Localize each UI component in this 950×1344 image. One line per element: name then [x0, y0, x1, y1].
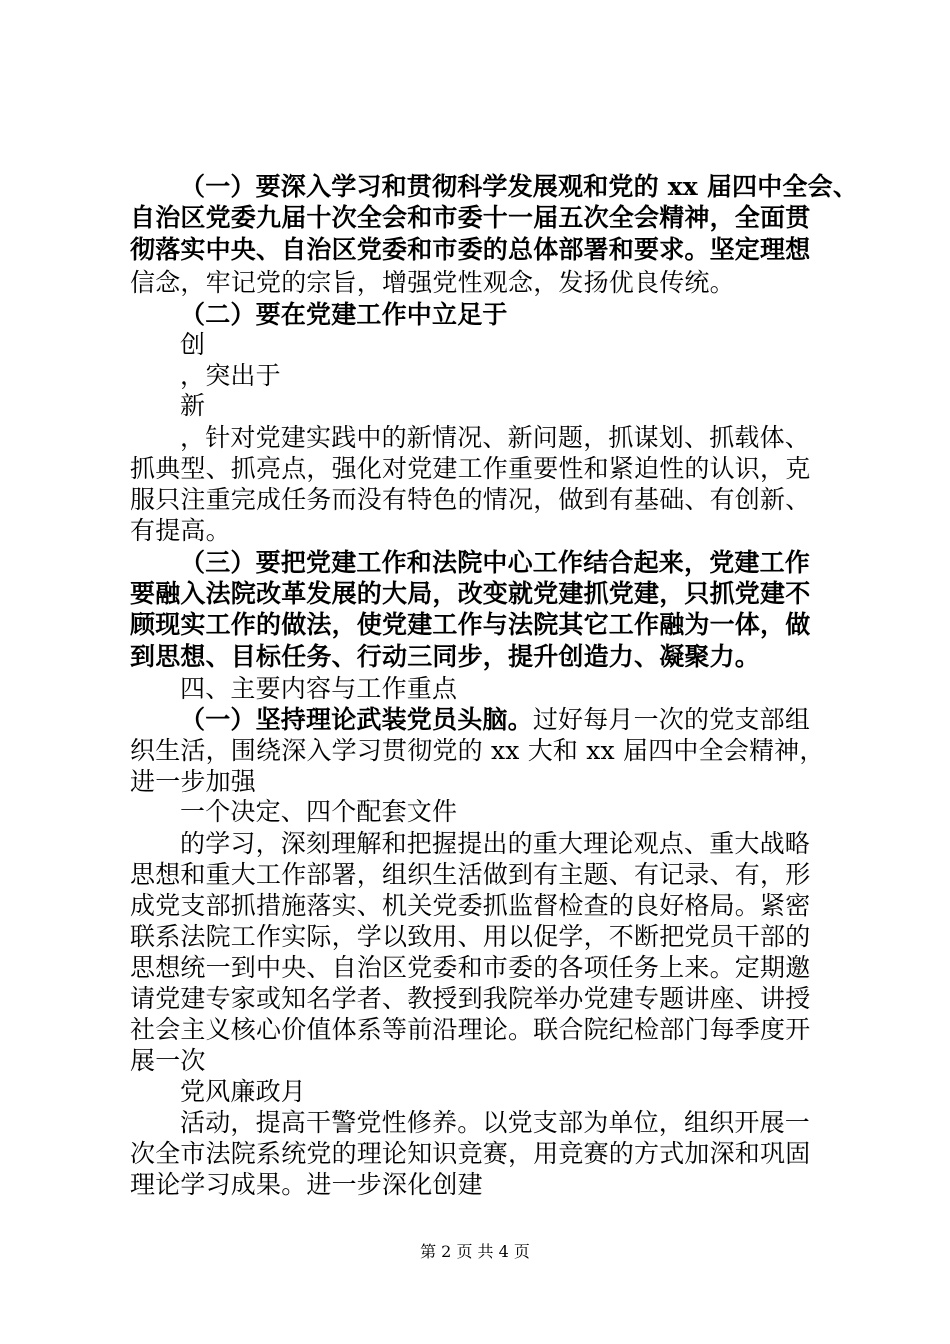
- text-line: 自治区党委九届十次全会和市委十一届五次全会精神，全面贯: [130, 203, 811, 232]
- text-line: 展一次: [130, 1046, 206, 1075]
- text-line: 思想和重大工作部署，组织生活做到有主题、有记录、有，形: [130, 860, 811, 889]
- text-line: 顾现实工作的做法，使党建工作与法院其它工作融为一体，做: [130, 610, 811, 639]
- text-line: 成党支部抓措施落实、机关党委抓监督检查的良好格局。紧密: [130, 891, 811, 920]
- text-line: 思想统一到中央、自治区党委和市委的各项任务上来。定期邀: [130, 953, 811, 982]
- text-line: 进一步加强: [130, 767, 257, 796]
- text-line: 活动，提高干警党性修养。以党支部为单位，组织开展一: [180, 1108, 811, 1137]
- text-line: （三）要把党建工作和法院中心工作结合起来，党建工作: [180, 548, 811, 577]
- page-number-footer: 第 2 页 共 4 页: [420, 1242, 530, 1261]
- text-line: 党风廉政月: [180, 1077, 307, 1106]
- text-line: 抓典型、抓亮点，强化对党建工作重要性和紧迫性的认识，克: [130, 454, 811, 483]
- text-line: 服只注重完成任务而没有特色的情况，做到有基础、有创新、: [130, 485, 811, 514]
- text-line: 次全市法院系统党的理论知识竞赛，用竞赛的方式加深和巩固: [130, 1139, 811, 1168]
- subsection-heading: （一）坚持理论武装党员头脑。: [180, 705, 533, 734]
- text-line: 信念，牢记党的宗旨，增强党性观念，发扬优良传统。: [130, 268, 735, 297]
- text-line: ，突出于: [180, 361, 281, 390]
- text-line: 有提高。: [130, 516, 231, 545]
- text-line: 创: [180, 330, 206, 359]
- text-line: 理论学习成果。进一步深化创建: [130, 1170, 483, 1199]
- text-line: 的学习，深刻理解和把握提出的重大理论观点、重大战略: [180, 829, 811, 858]
- text-line: 新: [180, 391, 206, 420]
- text-run: 过好每月一次的党支部组: [532, 705, 811, 734]
- section-heading: 四、主要内容与工作重点: [180, 674, 458, 703]
- text-line: （一）要深入学习和贯彻科学发展观和党的 xx 届四中全会、: [180, 172, 859, 201]
- text-line: 一个决定、四个配套文件: [180, 797, 458, 826]
- text-line: 联系法院工作实际，学以致用、用以促学，不断把党员干部的: [130, 922, 811, 951]
- text-line: ，针对党建实践中的新情况、新问题，抓谋划、抓载体、: [180, 423, 811, 452]
- text-line: [180, 705, 810, 735]
- text-line: 要融入法院改革发展的大局，改变就党建抓党建，只抓党建不: [130, 579, 811, 608]
- text-line: 到思想、目标任务、行动三同步，提升创造力、凝聚力。: [130, 642, 761, 671]
- text-line: 织生活，围绕深入学习贯彻党的 xx 大和 xx 届四中全会精神，: [130, 736, 825, 765]
- text-line: 彻落实中央、自治区党委和市委的总体部署和要求。坚定理想: [130, 235, 811, 264]
- text-line: 社会主义核心价值体系等前沿理论。联合院纪检部门每季度开: [130, 1015, 811, 1044]
- text-line: 请党建专家或知名学者、教授到我院举办党建专题讲座、讲授: [130, 984, 811, 1013]
- text-line: （二）要在党建工作中立足于: [180, 300, 508, 329]
